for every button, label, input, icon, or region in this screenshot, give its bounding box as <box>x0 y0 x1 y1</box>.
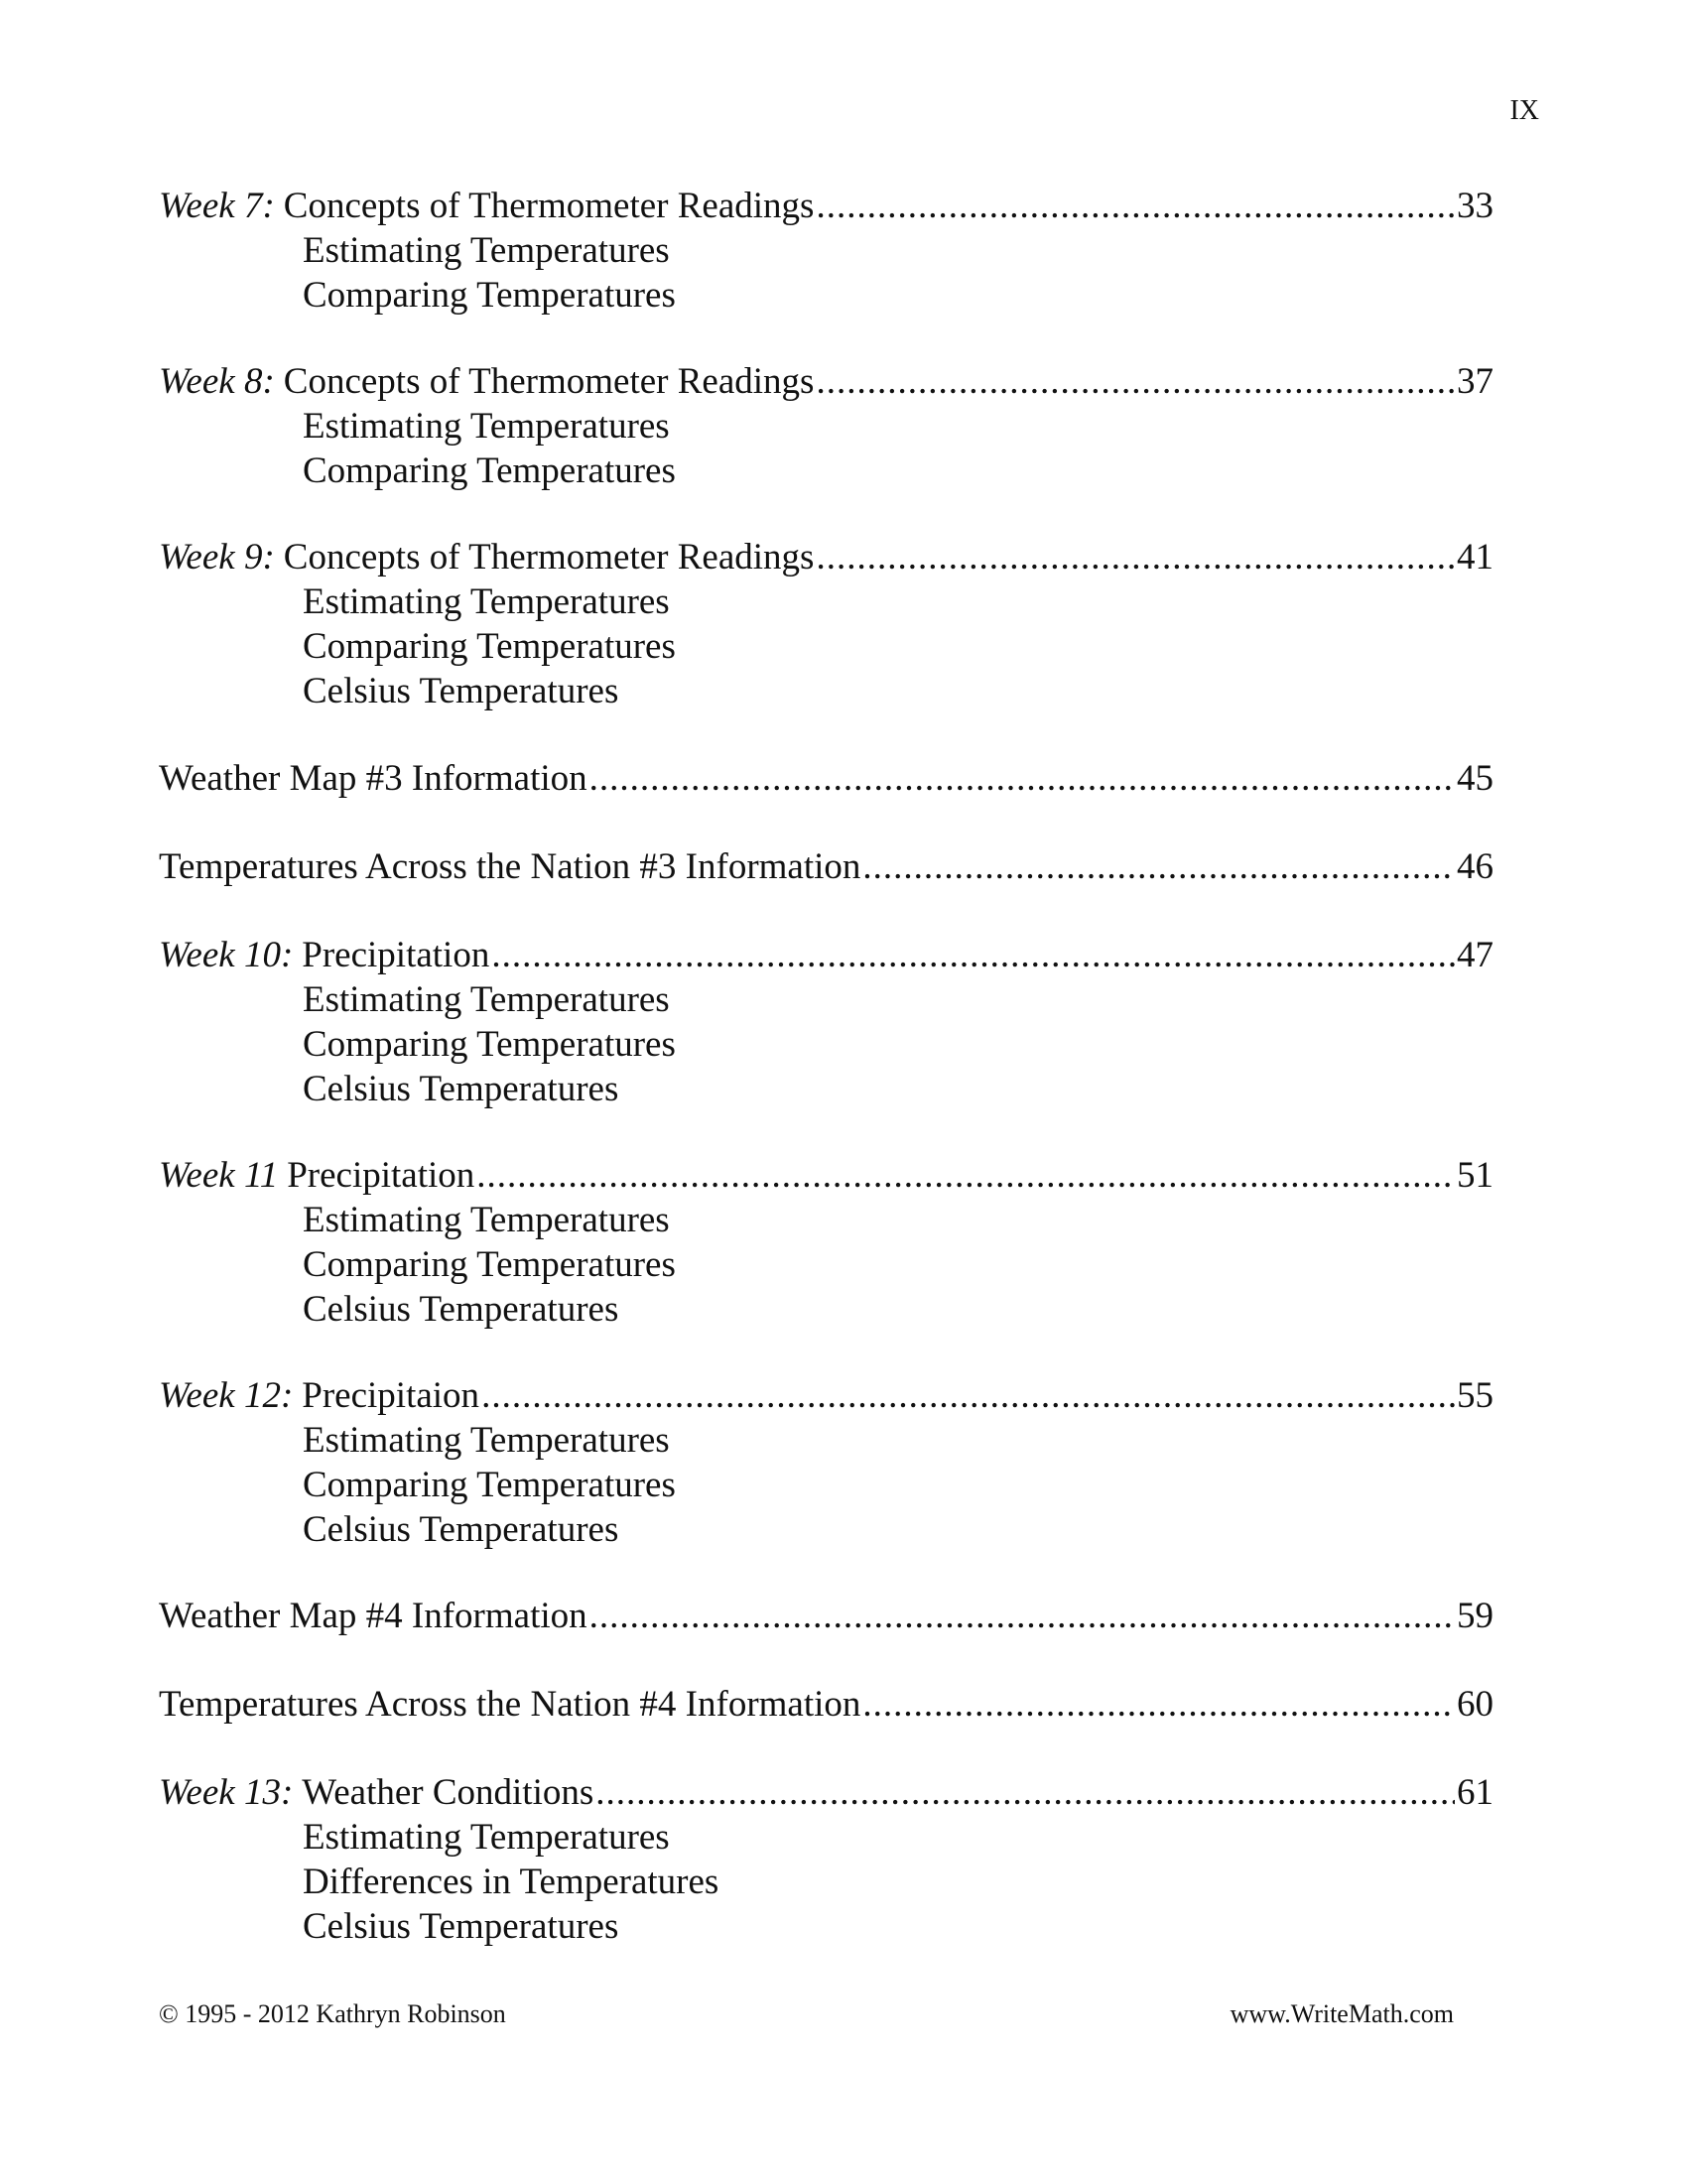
toc-title: Concepts of Thermometer Readings <box>283 537 815 578</box>
toc-title: Weather Map #3 Information <box>159 758 587 799</box>
toc-week-label: Week 13: <box>159 1772 294 1813</box>
toc-page-number: 45 <box>1457 758 1493 799</box>
toc-title: Concepts of Thermometer Readings <box>283 361 815 402</box>
toc-entry-line <box>159 359 1493 404</box>
toc-subitem: Celsius Temperatures <box>303 671 619 711</box>
toc-week-label: Week 8: <box>159 361 275 402</box>
toc-entry <box>159 844 1493 889</box>
footer-website: www.WriteMath.com <box>1230 1999 1454 2028</box>
toc-subitem: Comparing Temperatures <box>303 626 676 667</box>
toc-page-number: 46 <box>1457 846 1493 887</box>
dot-leader <box>589 756 1455 801</box>
toc-subitem: Celsius Temperatures <box>303 1069 619 1109</box>
dot-leader <box>816 359 1455 404</box>
toc-subitem: Celsius Temperatures <box>303 1289 619 1330</box>
page-number: IX <box>1509 95 1539 126</box>
toc-subitem: Estimating Temperatures <box>303 1817 670 1858</box>
toc-title: Weather Map #4 Information <box>159 1596 587 1636</box>
footer-copyright: © 1995 - 2012 Kathryn Robinson <box>159 1999 506 2028</box>
toc-subitem: Differences in Temperatures <box>303 1862 719 1902</box>
dot-leader <box>862 844 1455 889</box>
toc-subitem: Estimating Temperatures <box>303 230 670 271</box>
dot-leader <box>589 1594 1455 1638</box>
toc-entry-line <box>159 1682 1493 1727</box>
toc-title: Temperatures Across the Nation #3 Information <box>159 846 861 887</box>
toc-subitem: Estimating Temperatures <box>303 1420 670 1461</box>
dot-leader <box>816 535 1455 579</box>
toc-week-label: Week 10: <box>159 935 294 975</box>
dot-leader <box>816 184 1455 228</box>
toc-entry-line <box>159 1373 1493 1418</box>
toc-title: Temperatures Across the Nation #4 Information <box>159 1684 861 1725</box>
toc-entry <box>159 1373 1493 1552</box>
toc-week-label: Week 7: <box>159 186 275 226</box>
toc-subitem: Comparing Temperatures <box>303 1024 676 1065</box>
toc-page-number: 41 <box>1457 537 1493 578</box>
toc-entry <box>159 359 1493 493</box>
toc-subitem: Estimating Temperatures <box>303 581 670 622</box>
toc-subitem: Comparing Temperatures <box>303 450 676 491</box>
toc-week-label: Week 12: <box>159 1375 294 1416</box>
toc-title: Concepts of Thermometer Readings <box>283 186 815 226</box>
toc-entry <box>159 1682 1493 1727</box>
toc-page-number: 37 <box>1457 361 1493 402</box>
toc-entry-line <box>159 535 1493 579</box>
toc-entry-line <box>159 1153 1493 1198</box>
dot-leader <box>481 1373 1455 1418</box>
toc-entry-line <box>159 184 1493 228</box>
toc-week-label: Week 9: <box>159 537 275 578</box>
toc-entry-line <box>159 1594 1493 1638</box>
toc-title: Precipitation <box>287 1155 475 1196</box>
dot-leader <box>862 1682 1455 1727</box>
toc-subitem: Estimating Temperatures <box>303 406 670 447</box>
toc-page-number: 55 <box>1457 1375 1493 1416</box>
toc-subitem: Comparing Temperatures <box>303 1465 676 1505</box>
toc-entry-line <box>159 1770 1493 1815</box>
toc-entry <box>159 756 1493 801</box>
toc-title: Weather Conditions <box>302 1772 594 1813</box>
toc-title: Precipitation <box>302 935 490 975</box>
toc-entry <box>159 1770 1493 1949</box>
toc-week-label: Week 11 <box>159 1155 279 1196</box>
toc-page-number: 51 <box>1457 1155 1493 1196</box>
toc-subitem: Celsius Temperatures <box>303 1509 619 1550</box>
toc-page-number: 47 <box>1457 935 1493 975</box>
toc-entry <box>159 933 1493 1111</box>
dot-leader <box>476 1153 1455 1198</box>
toc-subitem: Estimating Temperatures <box>303 979 670 1020</box>
toc-entry <box>159 535 1493 713</box>
toc-page-number: 59 <box>1457 1596 1493 1636</box>
toc-page-number: 61 <box>1457 1772 1493 1813</box>
toc-subitem: Celsius Temperatures <box>303 1906 619 1947</box>
toc-entry-line <box>159 844 1493 889</box>
toc-entry-line <box>159 933 1493 977</box>
toc-entry <box>159 1153 1493 1332</box>
toc-title: Precipitaion <box>302 1375 480 1416</box>
toc-subitem: Estimating Temperatures <box>303 1200 670 1240</box>
toc-entry <box>159 1594 1493 1638</box>
toc-page-number: 60 <box>1457 1684 1493 1725</box>
toc-entry <box>159 184 1493 318</box>
dot-leader <box>595 1770 1455 1815</box>
toc-subitem: Comparing Temperatures <box>303 275 676 316</box>
toc-page-number: 33 <box>1457 186 1493 226</box>
toc-entry-line <box>159 756 1493 801</box>
toc-subitem: Comparing Temperatures <box>303 1244 676 1285</box>
dot-leader <box>491 933 1455 977</box>
